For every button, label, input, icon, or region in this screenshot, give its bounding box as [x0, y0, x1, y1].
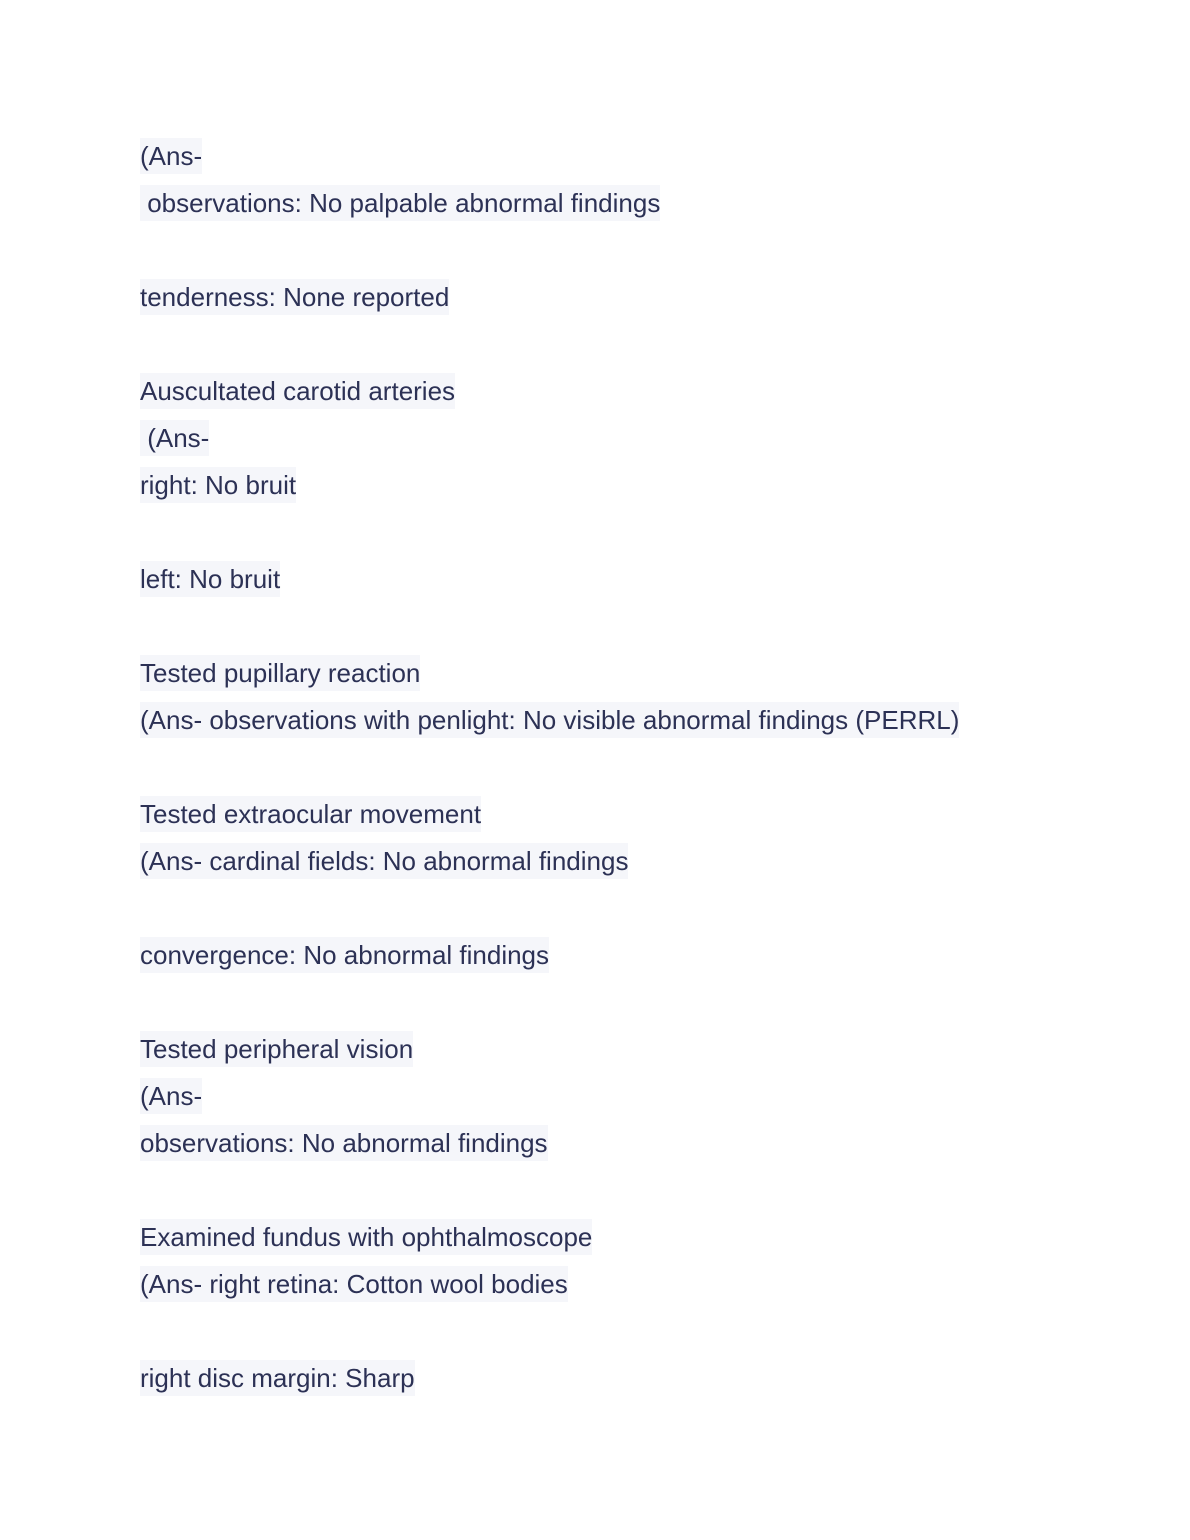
text-line [140, 1266, 1060, 1313]
ans-label: (Ans- [140, 1078, 202, 1114]
convergence-finding: convergence: No abnormal findings [140, 937, 549, 973]
cardinal-fields-finding: (Ans- cardinal fields: No abnormal findings [140, 843, 628, 879]
text-line [140, 373, 1060, 420]
text-line [140, 843, 1060, 890]
fundus-heading: Examined fundus with ophthalmoscope [140, 1219, 592, 1255]
blank-line [140, 749, 1060, 796]
blank-line [140, 1313, 1060, 1360]
peripheral-vision-finding: observations: No abnormal findings [140, 1125, 548, 1161]
right-disc-margin-finding: right disc margin: Sharp [140, 1360, 415, 1396]
text-line [140, 1219, 1060, 1266]
document-page [140, 138, 1060, 1407]
blank-line [140, 1172, 1060, 1219]
ans-label: (Ans- [140, 138, 202, 174]
text-line [140, 655, 1060, 702]
tenderness-finding: tenderness: None reported [140, 279, 449, 315]
carotid-right-finding: right: No bruit [140, 467, 296, 503]
ans-label: (Ans- [140, 420, 209, 456]
text-line [140, 1125, 1060, 1172]
carotid-left-finding: left: No bruit [140, 561, 280, 597]
text-line [140, 561, 1060, 608]
text-line [140, 138, 1060, 185]
text-line [140, 279, 1060, 326]
blank-line [140, 232, 1060, 279]
blank-line [140, 326, 1060, 373]
blank-line [140, 984, 1060, 1031]
pupillary-finding: (Ans- observations with penlight: No visible abnormal findings (PERRL) [140, 702, 959, 738]
text-line [140, 185, 1060, 232]
text-line [140, 937, 1060, 984]
carotid-heading: Auscultated carotid arteries [140, 373, 455, 409]
text-line [140, 796, 1060, 843]
right-retina-finding: (Ans- right retina: Cotton wool bodies [140, 1266, 568, 1302]
pupillary-heading: Tested pupillary reaction [140, 655, 420, 691]
text-line [140, 467, 1060, 514]
text-line [140, 1360, 1060, 1407]
blank-line [140, 514, 1060, 561]
text-line [140, 1078, 1060, 1125]
text-line [140, 1031, 1060, 1078]
extraocular-heading: Tested extraocular movement [140, 796, 481, 832]
text-line [140, 420, 1060, 467]
text-line [140, 702, 1060, 749]
blank-line [140, 890, 1060, 937]
peripheral-vision-heading: Tested peripheral vision [140, 1031, 413, 1067]
blank-line [140, 608, 1060, 655]
palpation-observations: observations: No palpable abnormal findings [140, 185, 660, 221]
